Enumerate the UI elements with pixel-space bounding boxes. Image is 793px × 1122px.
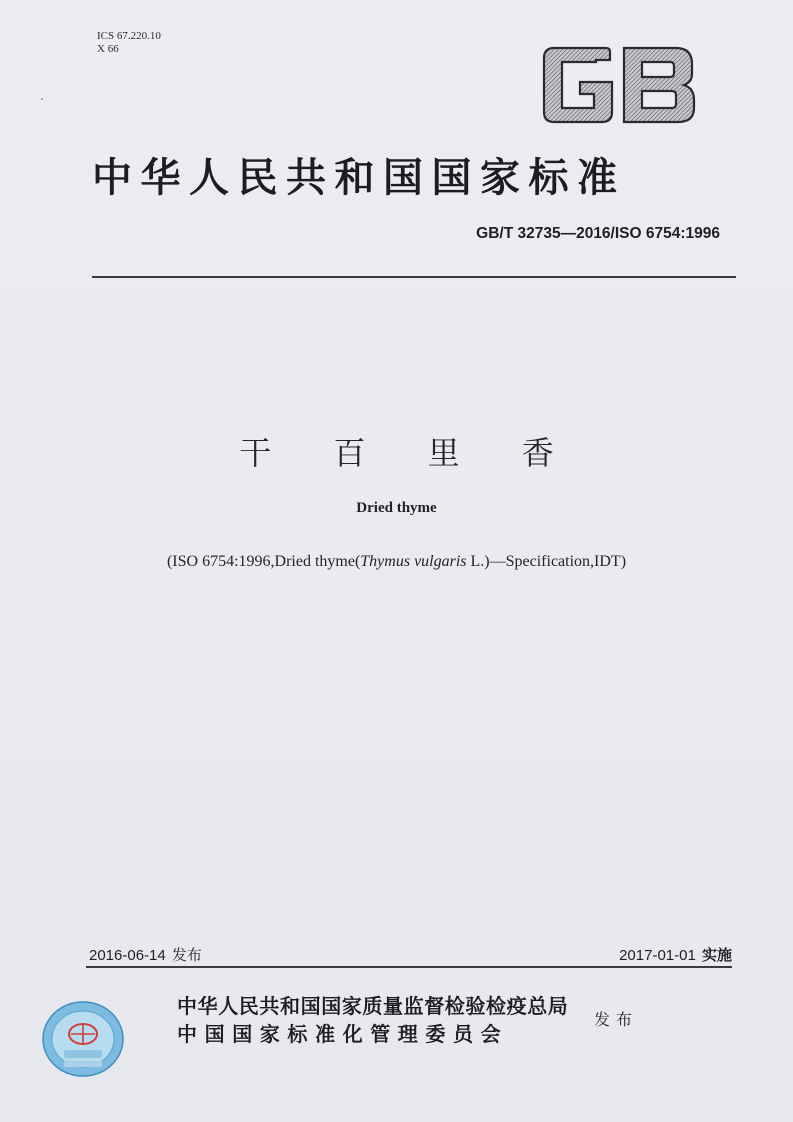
anti-counterfeit-seal-icon bbox=[40, 1000, 126, 1078]
standard-number: GB/T 32735—2016/ISO 6754:1996 bbox=[476, 225, 720, 242]
issue-date-value: 2016-06-14 bbox=[89, 947, 166, 964]
effective-date-value: 2017-01-01 bbox=[619, 947, 696, 964]
classification-codes bbox=[97, 30, 161, 56]
issue-date bbox=[89, 944, 202, 965]
scan-speck bbox=[41, 98, 43, 100]
effective-date-label: 实施 bbox=[701, 946, 732, 964]
footer-divider bbox=[86, 966, 732, 968]
chinese-title: 干 百 里 香 bbox=[239, 434, 580, 472]
national-standard-heading: 中华人民共和国国家标准 bbox=[92, 155, 626, 201]
header-divider bbox=[92, 276, 736, 278]
issuer-aqsiq: 中华人民共和国国家质量监督检验检疫总局 bbox=[177, 994, 569, 1018]
iso-suffix: L.)—Specification,IDT) bbox=[466, 553, 627, 570]
class-code: X 66 bbox=[97, 43, 119, 55]
ics-code: ICS 67.220.10 bbox=[97, 30, 161, 42]
gb-logo bbox=[540, 46, 698, 124]
english-title: Dried thyme bbox=[356, 500, 437, 516]
iso-prefix: (ISO 6754:1996,Dried thyme( bbox=[166, 553, 361, 570]
iso-species: Thymus vulgaris bbox=[360, 553, 467, 570]
effective-date bbox=[619, 944, 732, 965]
issue-date-label: 发布 bbox=[171, 946, 202, 964]
publish-label: 发布 bbox=[594, 1010, 639, 1029]
iso-equivalence bbox=[0, 553, 793, 571]
issuer-sac: 中国国家标准化管理委员会 bbox=[177, 1022, 509, 1046]
